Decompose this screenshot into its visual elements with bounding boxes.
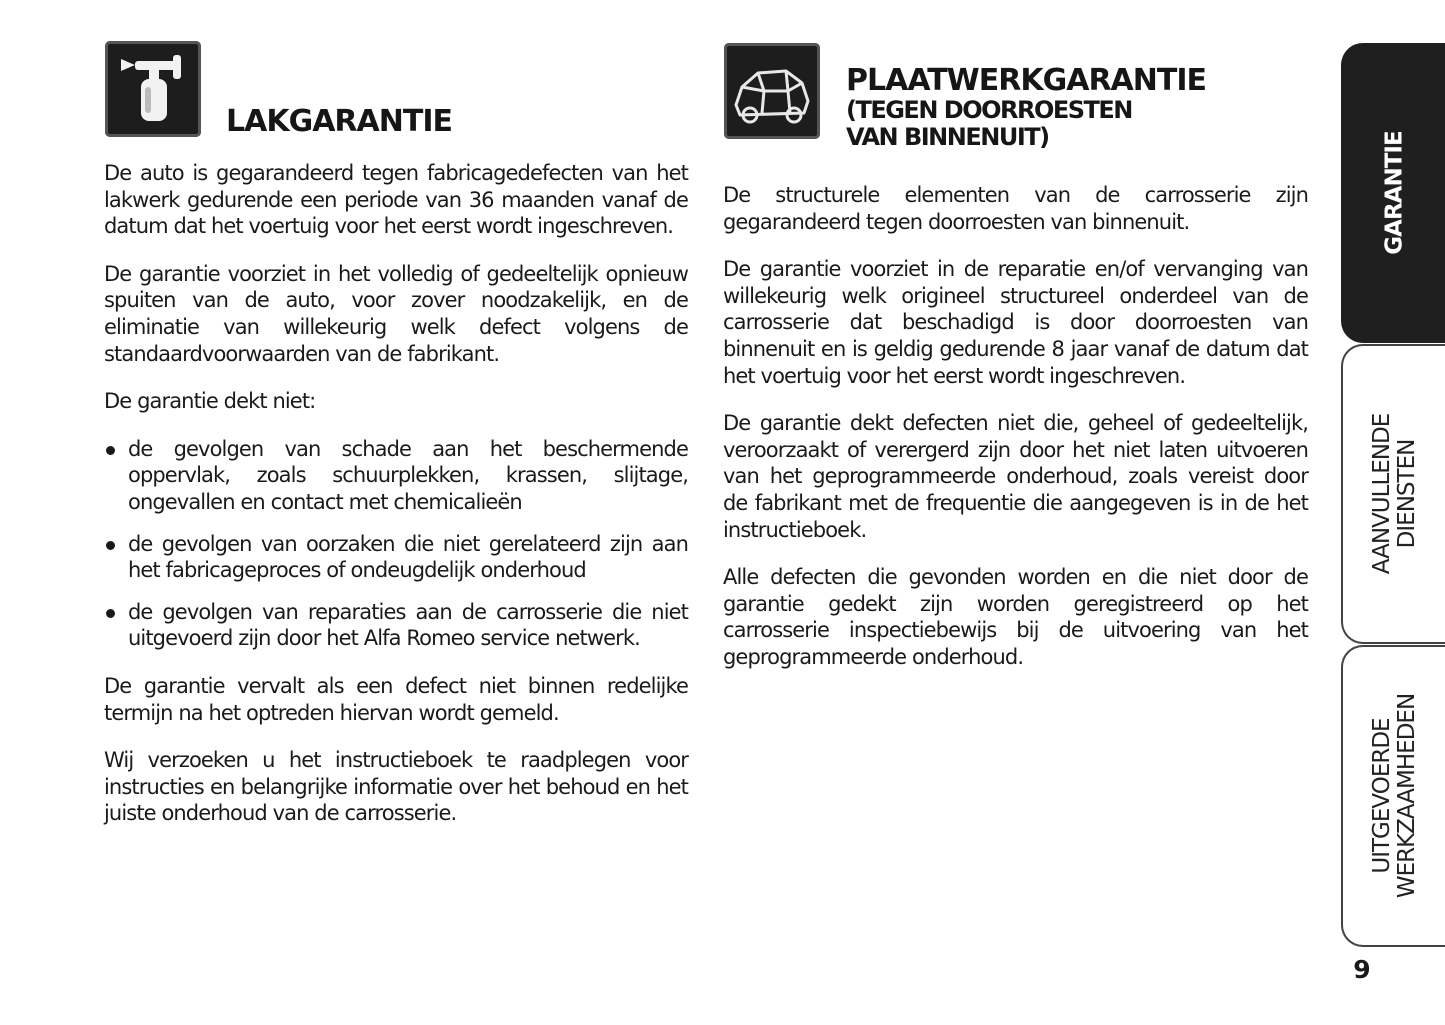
tab-label-line: DIENSTEN: [1394, 439, 1420, 549]
tab-label-line: WERKZAAMHEDEN: [1394, 693, 1420, 899]
paragraph: De structurele elementen van de carrosserie zijn gegarandeerd tegen doorroesten van binnenuit.: [723, 183, 1308, 234]
list-item-text: de gevolgen van oorzaken die niet gerelateerd zijn aan het fabricageproces of ondeugdelijk onderhoud: [128, 531, 688, 583]
paragraph: De garantie dekt niet:: [104, 389, 316, 414]
paragraph: De garantie vervalt als een defect niet binnen redelijke termijn na het optreden hiervan wordt gemeld.: [104, 673, 688, 725]
tab-label-line: GARANTIE: [1381, 131, 1408, 255]
tab-label: [1370, 414, 1420, 575]
tab-label-line: UITGEVOERDE: [1369, 718, 1395, 874]
car-body-frame-icon: [724, 43, 820, 139]
tab-label: [1383, 131, 1408, 254]
paragraph: De garantie voorziet in het volledig of gedeeltelijk opnieuw spuiten van de auto, voor zover noodzakelijk, en de eliminatie van willekeurig welk defect volgens de standaardvoorwaarden van de fabrikant.: [104, 261, 688, 366]
right-column: [723, 182, 1308, 692]
subtitle-line: (TEGEN DOORROESTEN: [846, 96, 1132, 124]
paragraph: Wij verzoeken u het instructieboek te raadplegen voor instructies en belangrijke informatie over het behoud en het juiste onderhoud van de carrosserie.: [104, 748, 688, 826]
plaatwerkgarantie-title: PLAATWERKGARANTIE: [846, 63, 1206, 98]
tab-label-line: AANVULLENDE: [1369, 413, 1395, 575]
lakgarantie-title: LAKGARANTIE: [226, 104, 452, 139]
spray-gun-icon: [105, 41, 201, 137]
tab-uitgevoerde-werkzaamheden[interactable]: [1341, 645, 1445, 947]
paragraph: Alle defecten die gevonden worden en die niet door de garantie gedekt zijn worden geregistreerd op het carrosserie inspectiebewijs bij de uitvoering van het geprogrammeerde onderhoud.: [723, 565, 1308, 669]
subtitle-line: VAN BINNENUIT): [846, 123, 1049, 151]
list-item-text: de gevolgen van schade aan het beschermende oppervlak, zoals schuurplekken, krassen, slijtage, ongevallen en contact met chemicalieën: [128, 436, 688, 514]
list-item: [104, 599, 688, 652]
tab-aanvullende-diensten[interactable]: [1341, 344, 1445, 644]
bullet-icon: [106, 541, 115, 550]
left-column: [104, 160, 688, 848]
bullet-icon: [106, 609, 115, 618]
list-item: [104, 436, 688, 516]
bullet-icon: [106, 446, 115, 455]
page-number: 9: [1353, 955, 1371, 984]
plaatwerkgarantie-subtitle: [846, 97, 1132, 151]
tab-label: [1370, 694, 1420, 898]
paragraph: De auto is gegarandeerd tegen fabricagedefecten van het lakwerk gedurende een periode van 36 maanden vanaf de datum dat het voertuig voor het eerst wordt ingeschreven.: [104, 161, 688, 239]
exclusion-list: [104, 436, 688, 652]
list-item-text: de gevolgen van reparaties aan de carrosserie die niet uitgevoerd zijn door het Alfa Romeo service netwerk.: [128, 599, 688, 651]
paragraph: De garantie dekt defecten niet die, geheel of gedeeltelijk, veroorzaakt of verergerd zijn door het niet laten uitvoeren van het geprogrammeerde onderhoud, zoals vereist door de fabrikant met de frequentie die aangegeven is in de het instructieboek.: [723, 411, 1308, 542]
list-item: [104, 531, 688, 584]
tab-garantie[interactable]: [1341, 43, 1445, 343]
paragraph: De garantie voorziet in de reparatie en/of vervanging van willekeurig welk origineel structureel onderdeel van de carrosserie dat beschadigd is door doorroesten van binnenuit en is geldig gedurende 8 jaar vanaf de datum dat het voertuig voor het eerst wordt ingeschreven.: [723, 257, 1308, 388]
